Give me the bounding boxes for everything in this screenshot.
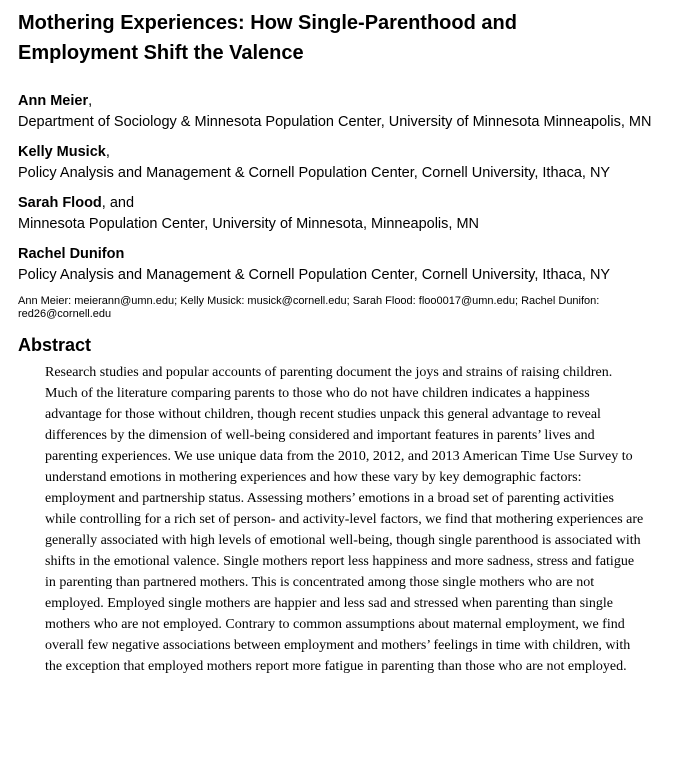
author-separator: ,	[105, 144, 110, 160]
author-name: Kelly Musick	[18, 144, 106, 160]
author-separator: , and	[101, 195, 135, 211]
author-block	[18, 193, 678, 235]
author-affiliation: Policy Analysis and Management & Cornell Population Center, Cornell University, Ithaca, NY	[18, 267, 611, 283]
author-block	[18, 91, 678, 133]
author-affiliation: Minnesota Population Center, University of Minnesota, Minneapolis, MN	[18, 216, 480, 232]
author-name: Ann Meier	[18, 93, 89, 109]
author-name: Rachel Dunifon	[18, 246, 125, 262]
author-block	[18, 142, 678, 184]
author-affiliation: Policy Analysis and Management & Cornell Population Center, Cornell University, Ithaca, NY	[18, 165, 611, 181]
article-front-matter	[18, 8, 678, 691]
author-block	[18, 244, 678, 286]
abstract-heading: Abstract	[18, 335, 92, 355]
author-separator: ,	[88, 93, 93, 109]
author-name: Sarah Flood	[18, 195, 102, 211]
article-title: Mothering Experiences: How Single-Parenthood and Employment Shift the Valence	[18, 12, 517, 64]
abstract-text: Research studies and popular accounts of parenting document the joys and strains of raising children. Much of the literature comparing parents to those who do not have children indicates a happiness advantage for those without children, though recent studies unpack this general advantage to reveal differences by the dimension of well-being considered and important features in parents’ lives and parenting experiences. We use unique data from the 2010, 2012, and 2013 American Time Use Survey to understand emotions in mothering experiences and how these vary by key demographic factors: employment and partnership status. Assessing mothers’ emotions in a broad set of parenting activities while controlling for a rich set of person- and activity-level factors, we find that mothering experiences are generally associated with high levels of emotional well-being, though single parenthood is associated with shifts in the emotional valence. Single mothers report less happiness and more sadness, stress and fatigue in parenting than partnered mothers. This is concentrated among those single mothers who are not employed. Employed single mothers are happier and less sad and stressed when parenting than single mothers who are not employed. Contrary to common assumptions about maternal employment, we find overall few negative associations between employment and mothers’ feelings in time with children, with the exception that employed mothers report more fatigue in parenting than those who are not employed.	[45, 365, 644, 674]
author-emails: Ann Meier: meierann@umn.edu; Kelly Musick: musick@cornell.edu; Sarah Flood: floo0017@umn.edu; Rachel Dunifon: red26@cornell.edu	[18, 295, 600, 320]
author-affiliation: Department of Sociology & Minnesota Population Center, University of Minnesota Minneapolis, MN	[18, 114, 652, 130]
